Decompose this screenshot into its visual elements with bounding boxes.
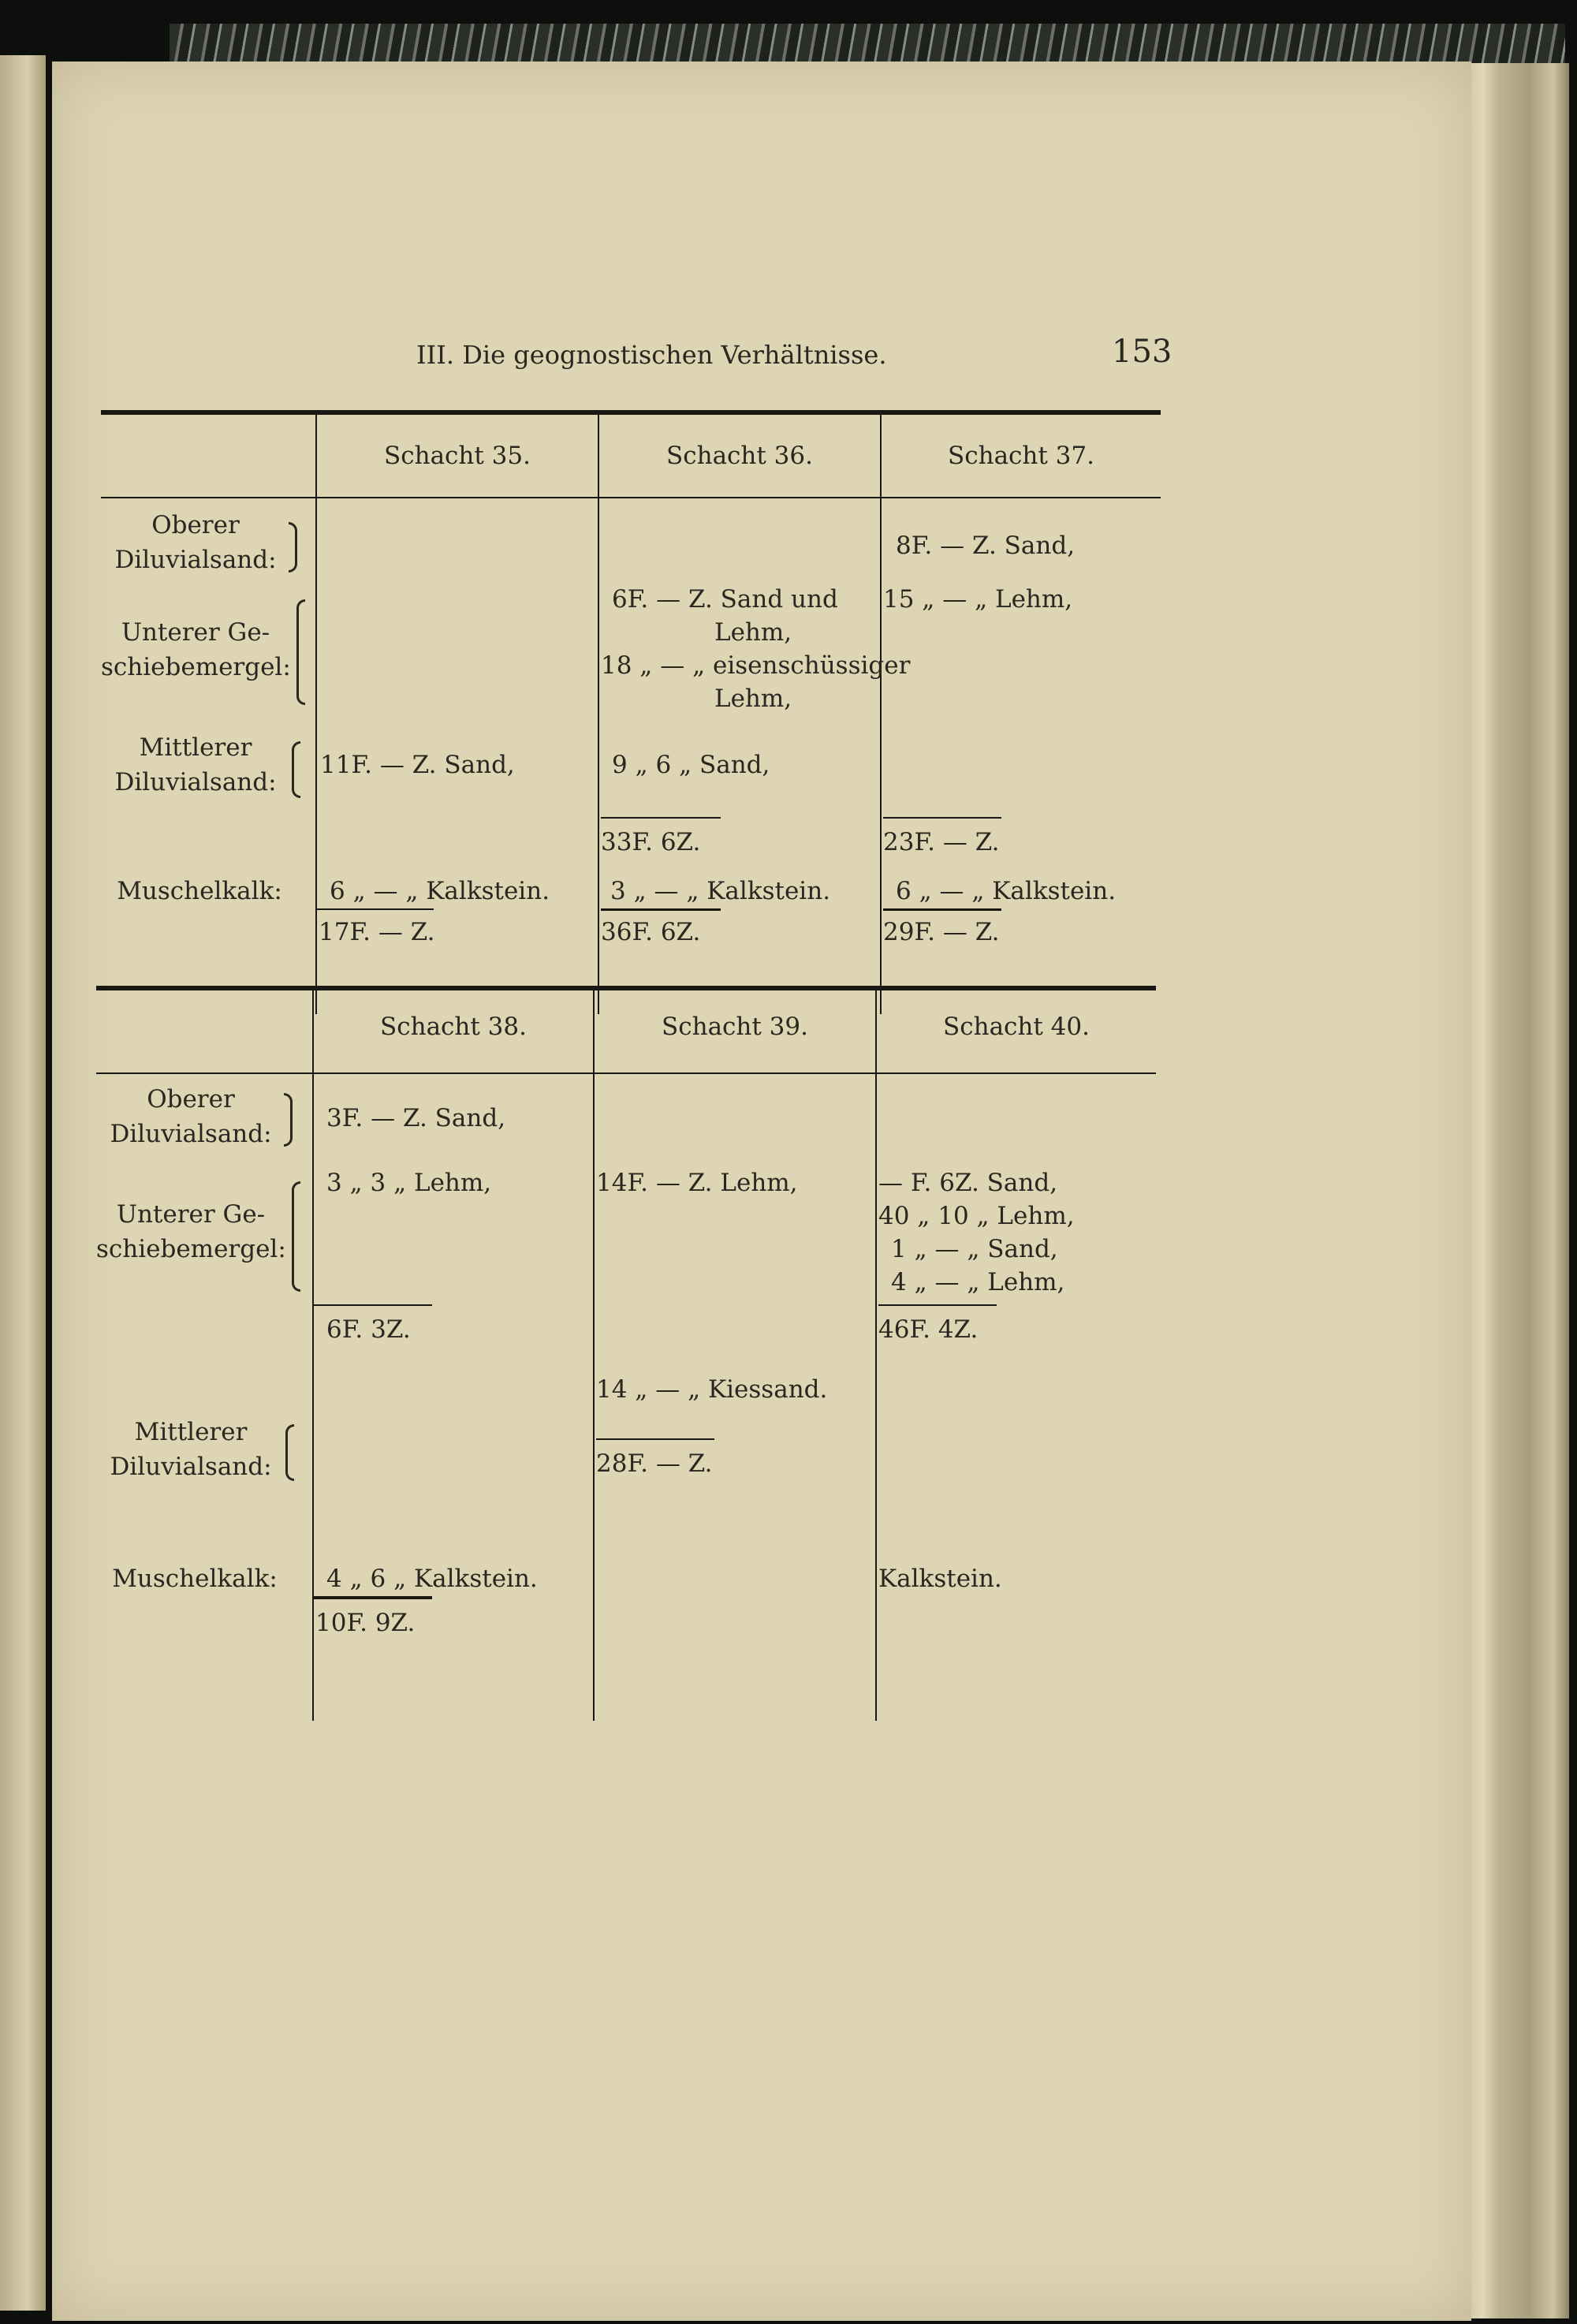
s40-line1: — F. 6Z. Sand, (878, 1169, 1058, 1197)
s35-sum-rule (317, 908, 434, 910)
s37-sub-rule (883, 817, 1001, 819)
table1-label-oberer-2: Diluvialsand: (114, 546, 277, 574)
s38-sub-rule (314, 1304, 432, 1306)
s36-line3: 18 „ — „ eisenschüssiger (601, 651, 911, 680)
table2-label-mittlerer-2: Diluvialsand: (110, 1453, 272, 1481)
table1-header-rule (101, 497, 1161, 498)
table2-label-unterer-2: schiebemergel: (96, 1235, 286, 1263)
table2-label-oberer-1: Oberer (147, 1085, 235, 1114)
brace-icon (292, 1181, 300, 1292)
brace-icon (292, 741, 300, 798)
s40-kalk: Kalkstein. (878, 1565, 1002, 1593)
table2-col-divider-3 (875, 990, 877, 1721)
s38-total: 10F. 9Z. (315, 1609, 416, 1637)
table1-label-unterer-2: schiebemergel: (101, 653, 291, 681)
s39-line1: 14F. — Z. Lehm, (596, 1169, 798, 1197)
s39-sum-rule (596, 1438, 714, 1440)
table1-label-mittlerer-1: Mittlerer (139, 733, 252, 762)
s37-sum-rule (883, 908, 1001, 911)
s36-total: 36F. 6Z. (601, 918, 701, 946)
running-title: III. Die geognostischen Verhältnisse. (416, 340, 887, 370)
table2-label-mittlerer-1: Mittlerer (134, 1418, 248, 1446)
s40-line3: 1 „ — „ Sand, (891, 1235, 1058, 1263)
s35-kalk: 6 „ — „ Kalkstein. (330, 877, 550, 905)
s36-line1: 6F. — Z. Sand und (612, 585, 838, 614)
s37-total: 29F. — Z. (883, 918, 1000, 946)
s36-sub: 33F. 6Z. (601, 828, 701, 856)
table1-label-muschelkalk: Muschelkalk: (117, 877, 282, 905)
table1-top-rule (101, 410, 1161, 415)
table2-col-divider-2 (593, 990, 595, 1721)
book-page (52, 62, 1471, 2321)
s37-line2: 15 „ — „ Lehm, (883, 585, 1073, 614)
s36-line5: 9 „ 6 „ Sand, (612, 751, 770, 779)
brace-icon (285, 1424, 294, 1481)
table2-col-divider-1 (312, 990, 314, 1721)
s39-total: 28F. — Z. (596, 1449, 713, 1478)
brace-icon (289, 522, 297, 573)
table2-label-muschelkalk: Muschelkalk: (112, 1565, 278, 1593)
s36-kalk: 3 „ — „ Kalkstein. (610, 877, 831, 905)
table2-col-header-38: Schacht 38. (380, 1013, 527, 1041)
s36-sum-rule (601, 908, 721, 911)
s38-sub: 6F. 3Z. (326, 1315, 411, 1344)
table1-label-mittlerer-2: Diluvialsand: (114, 768, 277, 796)
s38-line2: 3 „ 3 „ Lehm, (326, 1169, 492, 1197)
s37-line1: 8F. — Z. Sand, (896, 532, 1076, 560)
s39-line2: 14 „ — „ Kiessand. (596, 1375, 828, 1404)
brace-icon (284, 1093, 293, 1147)
table2-header-rule (96, 1072, 1156, 1074)
s38-sum-rule (314, 1596, 432, 1599)
table1-col-divider-2 (598, 415, 599, 1014)
page-stack-edge (1467, 63, 1569, 2318)
s38-line1: 3F. — Z. Sand, (326, 1104, 506, 1132)
book-binding-strip (170, 24, 1565, 63)
s37-kalk: 6 „ — „ Kalkstein. (896, 877, 1117, 905)
brace-icon (296, 599, 305, 705)
table1-label-oberer-1: Oberer (151, 511, 240, 539)
table1-col-header-36: Schacht 36. (666, 442, 813, 470)
s40-line2: 40 „ 10 „ Lehm, (878, 1202, 1075, 1230)
s37-sub: 23F. — Z. (883, 828, 1000, 856)
s35-sand: 11F. — Z. Sand, (320, 751, 515, 779)
table1-col-header-37: Schacht 37. (948, 442, 1094, 470)
table2-col-header-40: Schacht 40. (943, 1013, 1090, 1041)
table2-label-unterer-1: Unterer Ge- (116, 1200, 266, 1229)
s35-total: 17F. — Z. (319, 918, 435, 946)
table2-col-header-39: Schacht 39. (662, 1013, 808, 1041)
table1-label-unterer-1: Unterer Ge- (121, 618, 270, 647)
s36-sub-rule (601, 817, 721, 819)
table2-top-rule (96, 986, 1156, 990)
s36-line4: Lehm, (714, 685, 792, 713)
s40-sub: 46F. 4Z. (878, 1315, 979, 1344)
table2-label-oberer-2: Diluvialsand: (110, 1120, 272, 1148)
left-page-edge (0, 55, 46, 2311)
table1-col-divider-1 (315, 415, 317, 1014)
table1-col-header-35: Schacht 35. (384, 442, 531, 470)
s36-line2: Lehm, (714, 618, 792, 647)
s40-line4: 4 „ — „ Lehm, (891, 1268, 1065, 1296)
page-number: 153 (1112, 334, 1172, 370)
s40-sub-rule (878, 1304, 997, 1306)
table1-col-divider-3 (880, 415, 882, 1014)
s38-kalk: 4 „ 6 „ Kalkstein. (326, 1565, 538, 1593)
